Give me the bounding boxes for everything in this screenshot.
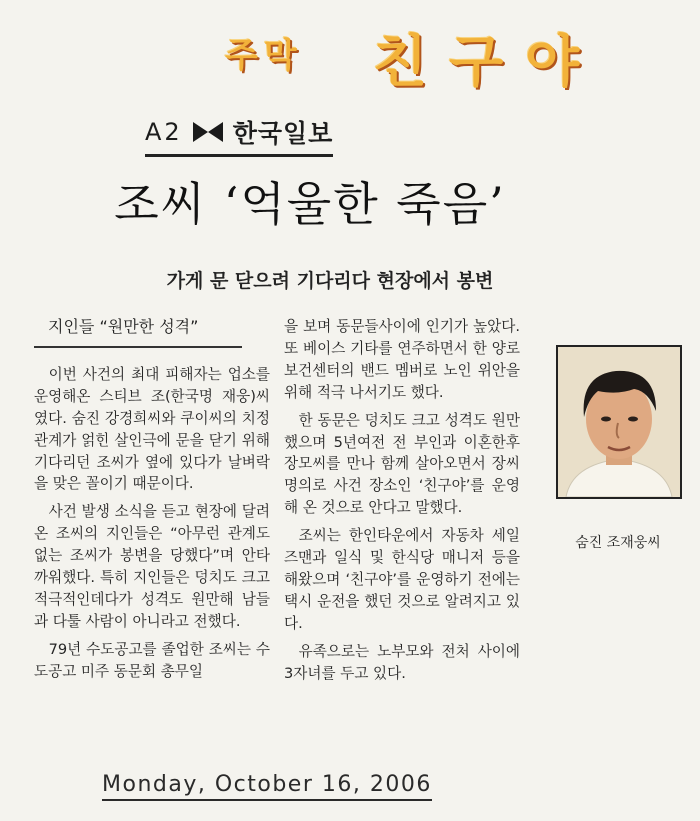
newspaper-name: 한국일보 bbox=[232, 119, 334, 148]
banner-big-text: 친구야 bbox=[373, 30, 602, 95]
subheadline: 가게 문 닫으려 기다리다 현장에서 봉변 bbox=[166, 270, 494, 292]
handwritten-banner bbox=[225, 12, 685, 95]
headline: 조씨 ‘억울한 죽음’ bbox=[114, 177, 506, 231]
article-column-2 bbox=[284, 316, 520, 685]
article-paragraph: 한 동문은 덩치도 크고 성격도 원만했으며 5년여전 전 부인과 이혼한후 장모씨를 만나 함께 살아오면서 장씨 명의로 사건 장소인 ‘친구야’를 운영해 온 것으로 안다고 말했다. bbox=[284, 411, 520, 517]
article-paragraph: 79년 수도공고를 졸업한 조씨는 수도공고 미주 동문회 총무일 bbox=[34, 640, 270, 680]
portrait-image bbox=[558, 347, 680, 497]
masthead bbox=[145, 114, 333, 157]
portrait-photo bbox=[556, 345, 682, 499]
article-paragraph: 조씨는 한인타운에서 자동차 세일즈맨과 일식 및 한식당 매니저 등을 해왔으며 ‘친구야’를 운영하기 전에는 택시 운전을 했던 것으로 알려지고 있다. bbox=[284, 527, 520, 632]
photo-caption: 숨진 조재웅씨 bbox=[575, 535, 661, 551]
handwritten-date: Monday, October 16, 2006 bbox=[102, 772, 432, 801]
article-column-1 bbox=[34, 316, 270, 683]
section-subtitle: 지인들 “원만한 성격” bbox=[48, 316, 270, 348]
article-paragraph: 사건 발생 소식을 듣고 현장에 달려온 조씨의 지인들은 “아무런 관계도 없는 조씨가 봉변을 당했다”며 안타까워했다. 특히 지인들은 덩치도 크고 적극적인데다가 성격도 원만해 남들과 다툴 사람이 아니라고 전했다. bbox=[34, 503, 270, 630]
page-number: A2 bbox=[145, 118, 183, 146]
article-paragraph: 을 보며 동문들사이에 인기가 높았다. 또 베이스 기타를 연주하면서 한 양로보건센터의 밴드 멤버로 노인 위안을 위해 적극 나서기도 했다. bbox=[284, 318, 520, 401]
article-paragraph: 유족으로는 노부모와 전처 사이에 3자녀를 두고 있다. bbox=[284, 642, 520, 682]
article-paragraph: 이번 사건의 최대 피해자는 업소를 운영해온 스티브 조(한국명 재웅)씨였다. 숨진 강경희씨와 쿠이씨의 치정관계가 얽힌 살인극에 문을 닫기 위해 기다리던 조씨가 옆에 있다가 날벼락을 맞은 꼴이기 때문이다. bbox=[34, 365, 270, 493]
newspaper-logo-icon bbox=[193, 122, 223, 142]
banner-small-text: 주막 bbox=[225, 36, 303, 76]
